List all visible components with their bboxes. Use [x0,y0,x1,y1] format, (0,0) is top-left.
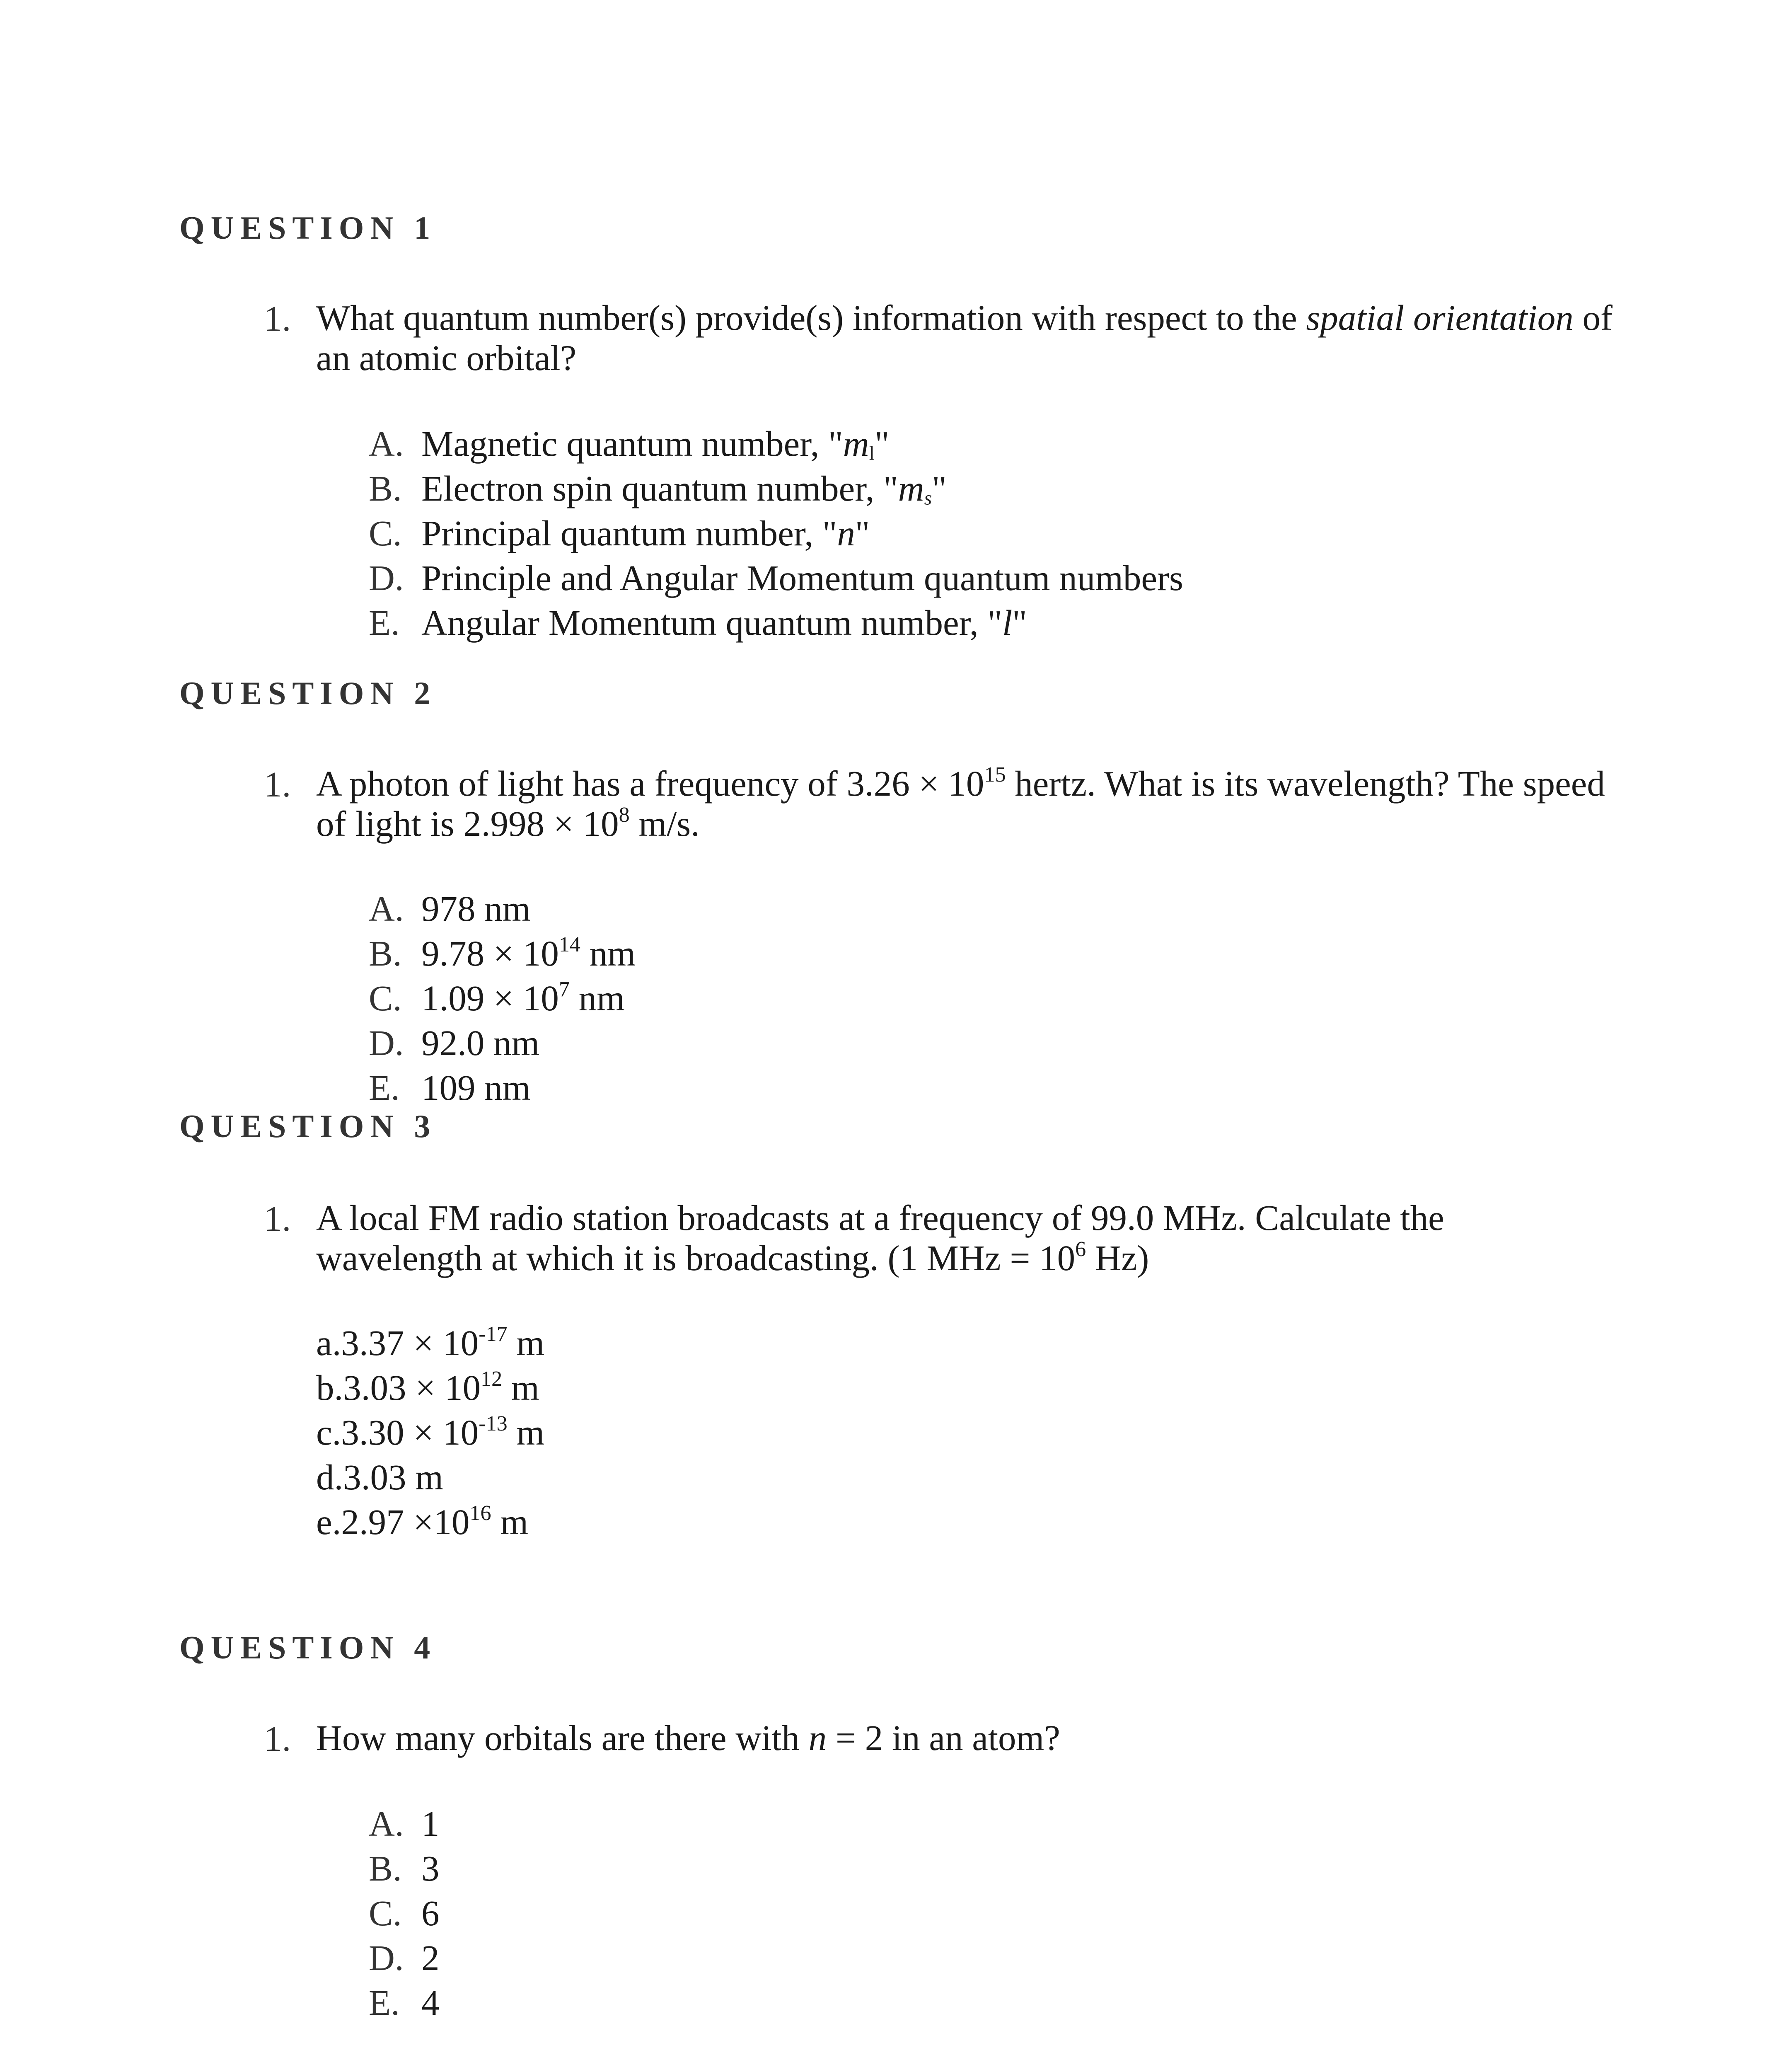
q1-option-c[interactable]: Principal quantum number, "n" [421,513,870,553]
q3-option-c[interactable]: $c.3.30 \times 10^{-13}$ m [316,1411,545,1452]
question-1-number: 1. [264,298,291,339]
q4-option-e-letter: E. [369,1982,400,2023]
q2-option-a-letter: A. [369,888,404,929]
q2-option-a[interactable]: 978 nm [421,888,531,929]
question-3-stem-line2: wavelength at which it is broadcasting. (1 MHz = $10^6$ Hz) [316,1237,1149,1278]
q1-option-b-letter: B. [369,468,402,508]
question-4-number: 1. [264,1719,291,1759]
question-2-stem-line1: A photon of light has a frequency of $3.26 \times 10^{15}$ hertz. What is its wavelength? The speed [316,762,1605,804]
q2-option-e-letter: E. [369,1067,400,1108]
q4-option-c[interactable]: 6 [421,1893,440,1933]
q2-option-c[interactable]: $1.09 \times 10^7$ nm [421,977,625,1018]
q3-option-a[interactable]: $a.3.37 \times 10^{-17}$ m [316,1322,545,1363]
question-4-heading: QUESTION 4 [179,1629,437,1665]
question-1-stem-line2: an atomic orbital? [316,338,577,378]
q2-option-c-letter: C. [369,978,402,1018]
q2-option-d-letter: D. [369,1023,404,1063]
question-3-stem-line1: A local FM radio station broadcasts at a frequency of 99.0 MHz. Calculate the [316,1198,1444,1238]
q4-option-c-letter: C. [369,1893,402,1933]
q1-option-d-letter: D. [369,558,404,598]
question-2-number: 1. [264,764,291,804]
question-4-stem: How many orbitals are there with n = 2 in an atom? [316,1718,1060,1758]
stem-italic: spatial orientation [1306,298,1574,338]
q2-option-d[interactable]: 92.0 nm [421,1023,540,1063]
q4-option-b[interactable]: 3 [421,1848,440,1888]
q2-option-b[interactable]: $9.78 \times 10^{14}$ nm [421,932,636,973]
q1-option-e-letter: E. [369,603,400,643]
q1-option-d[interactable]: Principle and Angular Momentum quantum numbers [421,558,1183,598]
q4-option-d[interactable]: 2 [421,1938,440,1978]
question-2-heading: QUESTION 2 [179,675,437,711]
question-1-stem-line1: What quantum number(s) provide(s) information with respect to the spatial orientation of [316,298,1613,338]
q2-option-b-letter: B. [369,933,402,973]
q4-option-e[interactable]: 4 [421,1982,440,2023]
q1-option-e[interactable]: Angular Momentum quantum number, "l" [421,603,1027,643]
question-3-number: 1. [264,1198,291,1239]
q3-option-b[interactable]: $b.3.03 \times 10^{12}$ m [316,1367,539,1408]
q1-option-a-letter: A. [369,424,404,464]
q4-option-a-letter: A. [369,1803,404,1844]
q4-option-b-letter: B. [369,1848,402,1888]
question-1-heading: QUESTION 1 [179,210,437,246]
q1-option-c-letter: C. [369,513,402,553]
q2-option-e[interactable]: 109 nm [421,1067,531,1108]
q3-option-e[interactable]: $e.2.97 \times 10^{16}$ m [316,1501,529,1542]
question-2-stem-line2: of light is $2.998 \times 10^8$ m/s. [316,803,700,844]
q1-option-b[interactable]: Electron spin quantum number, "$m_s$" [421,468,947,509]
q3-option-d[interactable]: d.3.03 m [316,1457,443,1497]
q4-option-a[interactable]: 1 [421,1803,440,1844]
question-3-heading: QUESTION 3 [179,1108,437,1144]
q1-option-a[interactable]: Magnetic quantum number, "$m_l$" [421,424,890,465]
q4-option-d-letter: D. [369,1938,404,1978]
